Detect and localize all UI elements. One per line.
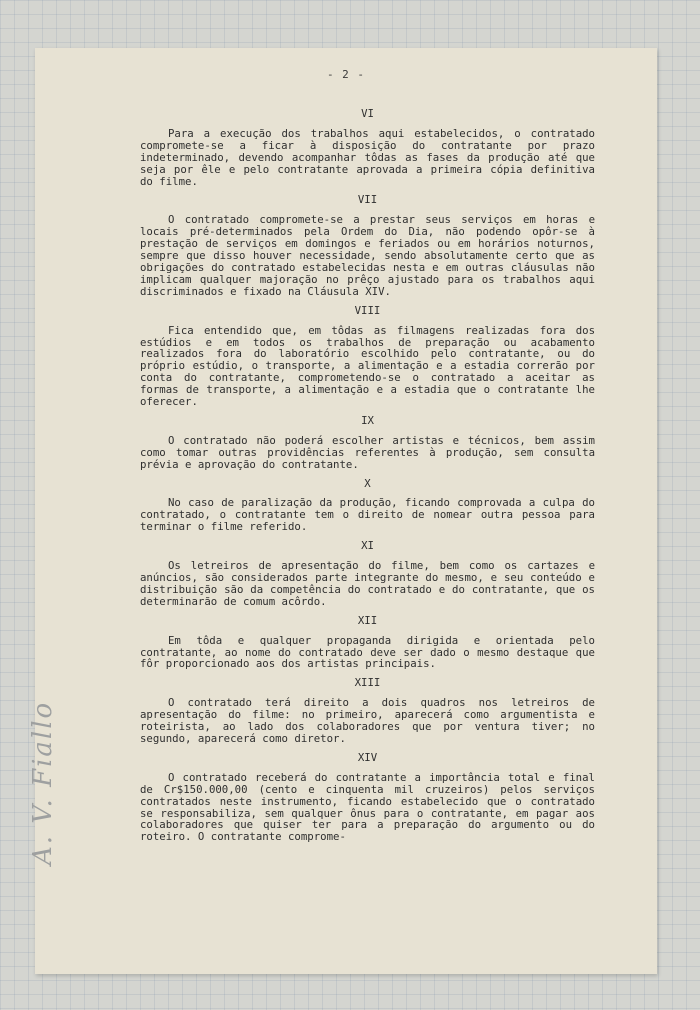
- clause-x: [140, 478, 595, 534]
- handwritten-signature: A. V. Fiallo: [28, 700, 58, 865]
- clause-number: XIII: [354, 676, 381, 690]
- clause-text: Em tôda e qualquer propaganda dirigida e orientada pelo contratante, ao nome do contratado deve ser dado o mesmo destaque que fôr proporcionado aos dos artistas principais.: [140, 633, 595, 671]
- document-page: [35, 48, 657, 974]
- page-number: - 2 -: [326, 68, 366, 81]
- clause-xiii: [140, 677, 595, 745]
- clause-xi: [140, 540, 595, 608]
- clause-text: No caso de paralização da produção, ficando comprovada a culpa do contratado, o contratante tem o direito de nomear outra pessoa para terminar o filme referido.: [140, 496, 595, 534]
- clause-number: X: [364, 476, 371, 490]
- clause-number: VII: [357, 193, 378, 207]
- clause-number: VI: [361, 107, 374, 120]
- clause-text: O contratado terá direito a dois quadros nos letreiros de apresentação do filme: no primeiro, aparecerá como argumentista e roteirista, ao lado dos colaboradores que por ventura tiver; no segundo, aparecerá como diretor.: [140, 696, 595, 745]
- clause-number: XII: [357, 613, 378, 627]
- contract-body: [140, 108, 595, 850]
- clause-number: XI: [361, 539, 374, 553]
- clause-text: O contratado compromete-se a prestar seus serviços em horas e locais pré-determinados pela Ordem do Dia, não podendo opôr-se à prestação de serviços em domingos e feriados ou em horários noturnos, sempre que disso houver necessidade, sendo absolutamente certo que as obrigações do contratado estabelecidas nesta e em outras cláusulas não implicam qualquer majoração no prêço ajustado para os trabalhos aqui discriminados e fixado na Cláusula XIV.: [140, 213, 595, 298]
- clause-xii: [140, 615, 595, 671]
- clause-number: VIII: [354, 303, 381, 317]
- clause-xiv: [140, 752, 595, 843]
- clause-text: O contratado não poderá escolher artistas e técnicos, bem assim como tomar outras providências referentes à produção, sem consulta prévia e aprovação do contratante.: [140, 433, 595, 471]
- clause-number: IX: [361, 413, 374, 427]
- clause-vi: [140, 108, 595, 187]
- clause-text: O contratado receberá do contratante a importância total e final de Cr$150.000,00 (cento e cinquenta mil cruzeiros) pelos serviços contratados neste instrumento, ficando estabelecido que o contratado se responsabiliza, sem qualquer ônus para o contratante, em pagar aos colaboradores que quiser ter para a preparação do argumento ou do roteiro. O contratante comprome-: [140, 770, 595, 844]
- clause-number: XIV: [357, 750, 378, 764]
- clause-ix: [140, 415, 595, 471]
- clause-text: Os letreiros de apresentação do filme, bem como os cartazes e anúncios, são considerados parte integrante do mesmo, e seu conteúdo e distribuição são da competência do contratado e do contratante, que os determinarão de comum acôrdo.: [140, 559, 595, 608]
- clause-vii: [140, 194, 595, 297]
- clause-viii: [140, 305, 595, 408]
- clause-text: Para a execução dos trabalhos aqui estabelecidos, o contratado compromete-se a ficar à disposição do contratante por prazo indeterminado, devendo acompanhar tôdas as fases da produção até que seja por êle e pelo contratante aprovada a primeira cópia definitiva do filme.: [140, 126, 595, 188]
- clause-text: Fica entendido que, em tôdas as filmagens realizadas fora dos estúdios e em todos os trabalhos de preparação ou acabamento realizados fora do laboratório escolhido pelo contratante, ou do próprio estúdio, o transporte, a alimentação e a estadia correrão por conta do contratante, comprometendo-se o contratado a aceitar as formas de transporte, a alimentação e a estadia que o contratante lhe oferecer.: [140, 323, 595, 409]
